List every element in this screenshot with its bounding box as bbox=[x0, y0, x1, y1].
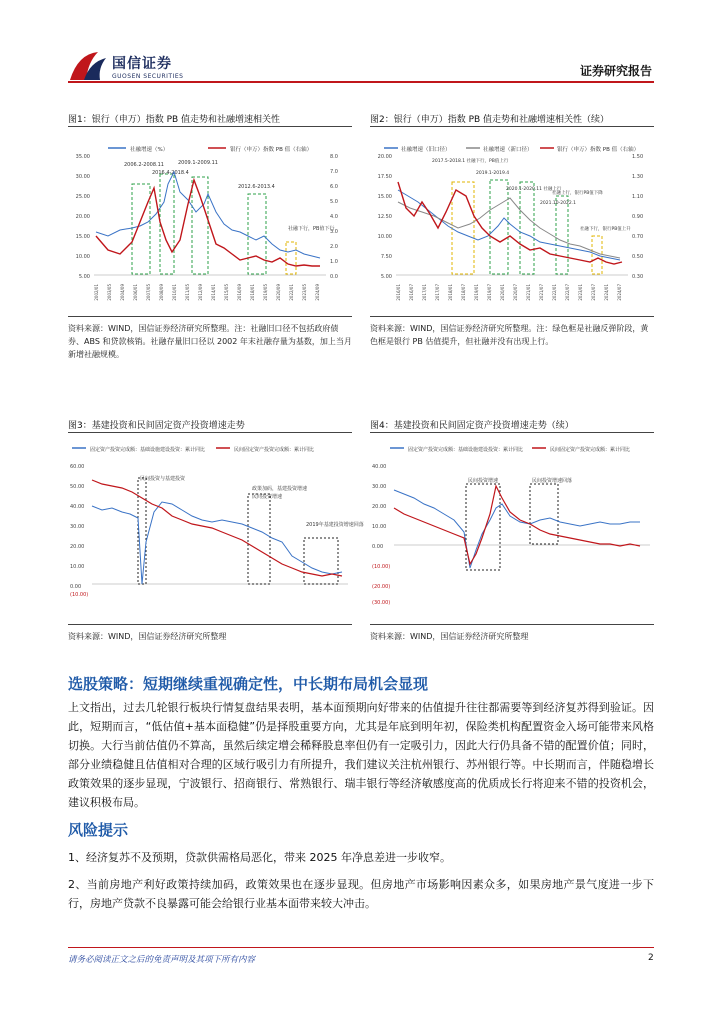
fig3-ann-2: 民间投资增速 bbox=[252, 494, 283, 500]
fig2-yl-4: 15.00 bbox=[377, 194, 392, 200]
fig4-legend-0: 固定资产投资完成额：基础设施建设投资：累计同比 bbox=[408, 447, 524, 453]
fig2-yr-0: 0.30 bbox=[632, 274, 644, 280]
fig2-x-15: 2023/07 bbox=[591, 284, 596, 301]
figure3-title-rule bbox=[68, 432, 352, 433]
fig3-y-3: 30.00 bbox=[70, 524, 85, 530]
figure1-title-rule bbox=[68, 126, 352, 127]
fig2-x-0: 2016/01 bbox=[396, 284, 401, 301]
fig1-yl-0: 5.00 bbox=[78, 274, 90, 280]
risk-item-2: 2、当前房地产利好政策持续加码，政策效果也在逐步显现。但房地产市场影响因素众多，如果房地产景气度进一步下行，房地产贷款不良暴露可能会给银行业基本面带来较大冲击。 bbox=[68, 878, 654, 910]
fig2-x-11: 2021/07 bbox=[539, 284, 544, 301]
fig2-x-7: 2019/07 bbox=[487, 284, 492, 301]
fig1-x-10: 2015/05 bbox=[224, 284, 229, 301]
fig1-ann-0: 2006.2-2008.11 bbox=[124, 162, 164, 168]
fig1-yr-2: 2.0 bbox=[330, 244, 338, 250]
fig3-box-2 bbox=[248, 494, 270, 584]
fig2-yl-0: 5.00 bbox=[380, 274, 392, 280]
footer-disclaimer: 请务必阅读正文之后的免责声明及其项下所有内容 bbox=[68, 955, 256, 965]
fig2-yl-2: 10.00 bbox=[377, 234, 392, 240]
figure1-chart bbox=[68, 132, 352, 304]
section-title-strategy: 选股策略：短期继续重视确定性，中长期布局机会显现 bbox=[68, 675, 429, 693]
fig2-yr-3: 0.90 bbox=[632, 214, 644, 220]
fig1-ann-1: 2009.1-2009.11 bbox=[178, 160, 218, 166]
fig2-ann-5: 社融下行，银行PB值上升 bbox=[580, 227, 631, 232]
fig2-x-4: 2018/01 bbox=[448, 284, 453, 301]
fig4-ann-1: 民间投资增速回落 bbox=[532, 478, 573, 484]
figure3-source: 资料来源：WIND，国信证券经济研究所整理 bbox=[68, 632, 227, 641]
fig2-ann-4: 社融上行，银行PB值下降 bbox=[552, 191, 603, 196]
figure1-title: 图1：银行（申万）指数 PB 值走势和社融增速相关性 bbox=[68, 115, 281, 125]
section-title-risk: 风险提示 bbox=[68, 821, 129, 839]
fig2-yl-6: 20.00 bbox=[377, 154, 392, 160]
fig1-yr-3: 3.0 bbox=[330, 229, 338, 235]
figure2-source: 资料来源：WIND，国信证券经济研究所整理。注：绿色框是社融反弹阶段，黄色框是银行 PB 估值提升，但社融并没有出现上行。 bbox=[370, 324, 649, 346]
fig3-y-7: (10.00) bbox=[70, 592, 89, 598]
fig1-yr-6: 6.0 bbox=[330, 184, 338, 190]
fig2-yl-3: 12.50 bbox=[377, 214, 392, 220]
fig1-x-5: 2008/09 bbox=[159, 284, 164, 301]
figure4-title: 图4：基建投资和民间固定资产投资增速走势（续） bbox=[370, 421, 574, 431]
fig1-yl-4: 25.00 bbox=[75, 194, 90, 200]
fig1-yr-7: 7.0 bbox=[330, 169, 338, 175]
fig4-y-3: 10.00 bbox=[372, 524, 387, 530]
fig3-y-4: 20.00 bbox=[70, 544, 85, 550]
fig4-y-4: 0.00 bbox=[372, 544, 384, 550]
fig2-x-6: 2019/01 bbox=[474, 284, 479, 301]
figure1-bottom-rule bbox=[68, 316, 352, 317]
fig2-box-3 bbox=[520, 182, 534, 274]
fig3-y-1: 50.00 bbox=[70, 484, 85, 490]
fig2-x-16: 2024/01 bbox=[604, 284, 609, 301]
guosen-logo-icon bbox=[68, 50, 108, 84]
fig2-box-2 bbox=[490, 180, 508, 274]
fig1-yl-5: 30.00 bbox=[75, 174, 90, 180]
fig1-x-7: 2011/05 bbox=[185, 284, 190, 301]
fig1-x-17: 2024/09 bbox=[315, 284, 320, 301]
fig4-y-0: 40.00 bbox=[372, 464, 387, 470]
fig1-x-4: 2007/05 bbox=[146, 284, 151, 301]
page-number: 2 bbox=[648, 953, 654, 963]
fig1-x-15: 2022/01 bbox=[289, 284, 294, 301]
fig3-box-3 bbox=[304, 538, 338, 584]
fig3-y-5: 10.00 bbox=[70, 564, 85, 570]
fig2-x-17: 2024/07 bbox=[617, 284, 622, 301]
fig2-box-4 bbox=[556, 196, 568, 274]
fig4-box-1 bbox=[466, 484, 500, 570]
fig2-x-12: 2022/01 bbox=[552, 284, 557, 301]
fig3-ann-0: 民间投资与基建投资 bbox=[140, 476, 186, 482]
fig2-legend-0: 社融增速（旧口径） bbox=[401, 147, 451, 153]
fig2-yr-4: 1.10 bbox=[632, 194, 644, 200]
header-rule bbox=[68, 81, 654, 83]
fig1-x-2: 2004/09 bbox=[120, 284, 125, 301]
fig2-yr-6: 1.50 bbox=[632, 154, 644, 160]
fig3-y-0: 60.00 bbox=[70, 464, 85, 470]
fig1-box-5 bbox=[286, 242, 296, 274]
fig2-yl-1: 7.50 bbox=[380, 254, 392, 260]
fig2-yl-5: 17.50 bbox=[377, 174, 392, 180]
fig2-x-3: 2017/07 bbox=[435, 284, 440, 301]
fig1-yl-6: 35.00 bbox=[75, 154, 90, 160]
fig3-y-6: 0.00 bbox=[70, 584, 82, 590]
fig4-y-7: (30.00) bbox=[372, 600, 391, 606]
logo-cn: 国信证券 bbox=[112, 56, 172, 72]
figure2-title-rule bbox=[370, 126, 654, 127]
fig1-box-4 bbox=[248, 194, 266, 274]
figure4-bottom-rule bbox=[370, 624, 654, 625]
fig1-box-1 bbox=[132, 184, 150, 274]
fig1-box-3 bbox=[192, 177, 208, 274]
figure4-source: 资料来源：WIND，国信证券经济研究所整理 bbox=[370, 632, 529, 641]
fig2-x-9: 2020/07 bbox=[513, 284, 518, 301]
fig1-ann-3: 2016.4-2018.4 bbox=[152, 170, 189, 176]
fig1-x-14: 2020/09 bbox=[276, 284, 281, 301]
fig2-box-1 bbox=[452, 182, 474, 274]
fig1-legend-0: 社融增速（%） bbox=[130, 147, 169, 153]
fig1-yr-1: 1.0 bbox=[330, 259, 338, 265]
fig4-legend-1: 民间固定资产投资完成额：累计同比 bbox=[550, 447, 631, 453]
fig1-ann-2: 2012.6-2013.4 bbox=[238, 184, 275, 190]
fig1-x-1: 2003/05 bbox=[107, 284, 112, 301]
fig2-ann-1: 2019.1-2019.4 bbox=[476, 171, 510, 176]
fig2-yr-1: 0.50 bbox=[632, 254, 644, 260]
fig1-yl-1: 10.00 bbox=[75, 254, 90, 260]
figure2-title: 图2：银行（申万）指数 PB 值走势和社融增速相关性（续） bbox=[370, 115, 610, 125]
fig1-yr-4: 4.0 bbox=[330, 214, 338, 220]
figure3-bottom-rule bbox=[68, 624, 352, 625]
fig1-ann-4: 社融下行，PB值下行 bbox=[288, 226, 335, 232]
fig1-yl-3: 20.00 bbox=[75, 214, 90, 220]
footer-rule bbox=[68, 947, 654, 948]
fig2-x-14: 2023/01 bbox=[578, 284, 583, 301]
fig1-x-0: 2002/01 bbox=[94, 284, 99, 301]
fig2-ann-0: 2017.5-2018.1 社融下行，PB值上行 bbox=[432, 159, 509, 164]
fig1-x-3: 2006/01 bbox=[133, 284, 138, 301]
fig2-legend-1: 社融增速（新口径） bbox=[483, 147, 533, 153]
figure2-chart bbox=[370, 132, 654, 304]
figure4-chart bbox=[370, 438, 654, 610]
report-type: 证券研究报告 bbox=[580, 64, 653, 78]
fig2-yr-5: 1.30 bbox=[632, 174, 644, 180]
fig1-yr-8: 8.0 bbox=[330, 154, 338, 160]
fig3-legend-1: 民间固定资产投资完成额：累计同比 bbox=[234, 447, 315, 453]
fig3-y-2: 40.00 bbox=[70, 504, 85, 510]
figure1-source: 资料来源：WIND，国信证券经济研究所整理。注：社融旧口径不包括政府债券、ABS 和贷款核销。社融存量旧口径以 2002 年末社融存量为基数，加上当月新增社融规模。 bbox=[68, 324, 352, 359]
figure3-title: 图3：基建投资和民间固定资产投资增速走势 bbox=[68, 421, 245, 431]
fig2-x-1: 2016/07 bbox=[409, 284, 414, 301]
fig1-yr-0: 0.0 bbox=[330, 274, 338, 280]
strategy-paragraph: 上文指出，过去几轮银行板块行情复盘结果表明，基本面预期向好带来的估值提升往往都需要等到经济复苏得到验证。因此，短期而言，“低估值+基本面稳健”仍是择股重要方向，尤其是年底到明年初，保险类机构配置资金入场可能带来风格切换。大行当前估值仍不算高，虽然后续定增会稀释股息率但仍有一定吸引力，因此大行仍具备不错的配置价值；同时，部分业绩稳健且估值相对合理的区域行吸引力有所提升，我们建议关注杭州银行、苏州银行等。中长期而言，伴随稳增长政策效果的逐步显现，宁波银行、招商银行、常熟银行、瑞丰银行等经济敏感度高的优质成长行将迎来不错的投资机会，建议积极布局。 bbox=[68, 701, 654, 809]
fig4-y-1: 30.00 bbox=[372, 484, 387, 490]
fig4-y-5: (10.00) bbox=[372, 564, 391, 570]
fig4-y-2: 20.00 bbox=[372, 504, 387, 510]
figure4-title-rule bbox=[370, 432, 654, 433]
fig1-x-12: 2018/01 bbox=[250, 284, 255, 301]
fig2-legend-2: 银行（申万）指数 PB 值（右轴） bbox=[557, 147, 640, 153]
fig2-x-8: 2020/01 bbox=[500, 284, 505, 301]
fig2-x-5: 2018/07 bbox=[461, 284, 466, 301]
fig2-x-13: 2022/07 bbox=[565, 284, 570, 301]
figure3-chart bbox=[68, 438, 364, 610]
fig1-x-11: 2016/09 bbox=[237, 284, 242, 301]
fig1-x-16: 2023/05 bbox=[302, 284, 307, 301]
fig1-x-6: 2010/01 bbox=[172, 284, 177, 301]
fig2-x-10: 2021/01 bbox=[526, 284, 531, 301]
fig3-ann-3: 2019年基建投资增速回落 bbox=[306, 522, 364, 528]
figure2-bottom-rule bbox=[370, 316, 654, 317]
fig3-legend-0: 固定资产投资完成额：基础设施建设投资：累计同比 bbox=[90, 447, 206, 453]
fig3-ann-1: 政策加码，基建投资增速 bbox=[252, 486, 308, 492]
fig4-ann-0: 民间投资增速 bbox=[468, 478, 499, 484]
fig1-legend-1: 银行（申万）指数 PB 值（右轴） bbox=[230, 147, 313, 153]
fig1-yl-2: 15.00 bbox=[75, 234, 90, 240]
fig2-ann-2: 2020.1-2020.11 社融上行 bbox=[506, 187, 562, 192]
fig1-x-13: 2019/05 bbox=[263, 284, 268, 301]
fig2-yr-2: 0.70 bbox=[632, 234, 644, 240]
risk-item-1: 1、经济复苏不及预期，贷款供需格局恶化，带来 2025 年净息差进一步收窄。 bbox=[68, 851, 451, 864]
fig4-y-6: (20.00) bbox=[372, 584, 391, 590]
fig2-ann-3: 2021.10-2022.1 bbox=[540, 201, 576, 206]
fig1-x-9: 2014/01 bbox=[211, 284, 216, 301]
logo-en: GUOSEN SECURITIES bbox=[112, 73, 184, 80]
fig2-x-2: 2017/01 bbox=[422, 284, 427, 301]
fig1-yr-5: 5.0 bbox=[330, 199, 338, 205]
fig1-x-8: 2012/09 bbox=[198, 284, 203, 301]
